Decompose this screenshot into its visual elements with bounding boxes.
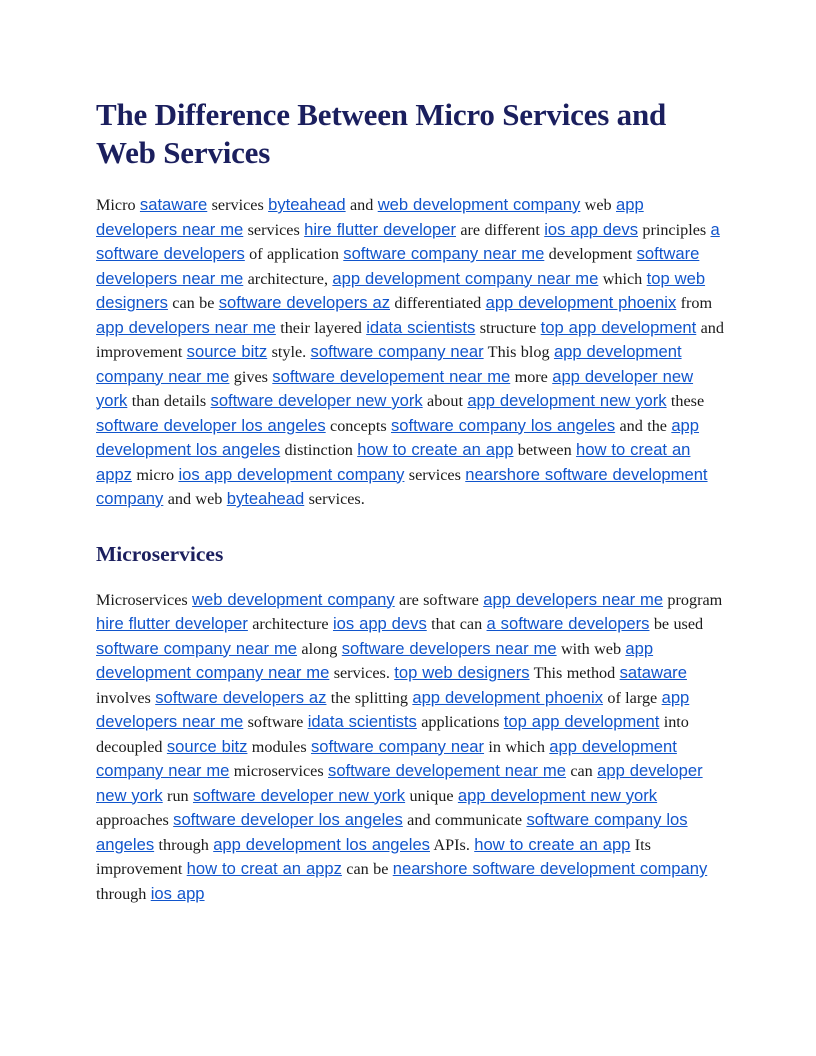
body-text: microservices (229, 762, 329, 780)
inline-link[interactable]: app development company near me (96, 736, 677, 780)
body-text: This method (529, 664, 620, 682)
body-text: from (676, 294, 713, 312)
inline-link[interactable]: byteahead (226, 489, 305, 508)
body-text: web (580, 196, 616, 214)
inline-link[interactable]: software company near me (96, 638, 298, 658)
body-text: principles (638, 220, 711, 239)
body-text: Its improvement (96, 835, 651, 878)
body-text: services (243, 220, 305, 239)
body-text: be used (649, 615, 704, 633)
inline-link[interactable]: app development company near me (96, 638, 654, 682)
body-text: applications (416, 713, 504, 731)
body-text: architecture (247, 615, 333, 633)
inline-link[interactable]: software developer los angeles (96, 415, 326, 435)
inline-link[interactable]: app developers near me (96, 317, 276, 337)
inline-link[interactable]: app developer new york (96, 761, 703, 805)
inline-link[interactable]: ios app development company (178, 464, 405, 484)
inline-link[interactable]: hire flutter developer (304, 219, 456, 239)
body-text: architecture, (243, 269, 333, 288)
body-text: are software (394, 590, 484, 609)
inline-link[interactable]: top app development (503, 712, 660, 731)
inline-link[interactable]: top app development (540, 317, 697, 337)
body-text: gives (229, 367, 273, 386)
inline-link[interactable]: software company los angeles (96, 810, 688, 854)
inline-link[interactable]: hire flutter developer (96, 614, 248, 633)
body-text: about (422, 392, 468, 410)
body-text: differentiated (390, 294, 486, 312)
inline-link[interactable]: nearshore software development company (392, 859, 708, 878)
body-text: into decoupled (96, 713, 689, 756)
inline-link[interactable]: app development new york (457, 785, 658, 805)
section-heading-microservices: Microservices (96, 541, 224, 566)
body-text: run (162, 786, 193, 805)
body-text: and the (615, 416, 672, 435)
body-text: that can (426, 615, 487, 633)
inline-link[interactable]: app development phoenix (485, 293, 677, 312)
body-text: of large (603, 688, 662, 707)
body-text: style. (267, 343, 311, 361)
inline-link[interactable]: software developers near me (341, 638, 557, 658)
inline-link[interactable]: software developement near me (328, 761, 566, 780)
inline-link[interactable]: a software developers (486, 614, 650, 633)
inline-link[interactable]: ios app devs (544, 219, 638, 239)
body-text: software (243, 713, 308, 731)
inline-link[interactable]: software developers near me (96, 244, 700, 288)
inline-link[interactable]: software company near (310, 736, 485, 756)
body-text: can (565, 762, 598, 780)
inline-link[interactable]: source bitz (186, 342, 268, 361)
body-text: in which (484, 737, 550, 756)
body-text: and improvement (96, 318, 724, 361)
inline-link[interactable]: how to creat an appz (186, 859, 342, 878)
body-text: are different (455, 220, 545, 239)
body-text: approaches (96, 811, 174, 829)
inline-link[interactable]: sataware (619, 663, 687, 682)
inline-link[interactable]: a software developers (96, 219, 720, 263)
body-text: through (96, 884, 151, 903)
inline-link[interactable]: ios app devs (332, 614, 427, 633)
inline-link[interactable]: sataware (139, 195, 208, 214)
body-text: can be (341, 860, 393, 878)
document-page (96, 96, 724, 906)
body-text: the splitting (326, 688, 413, 707)
body-text: their layered (275, 318, 367, 337)
inline-link[interactable]: how to creat an appz (96, 440, 691, 484)
body-text: through (154, 835, 214, 854)
inline-link[interactable]: idata scientists (307, 712, 417, 731)
body-text: of application (244, 245, 344, 263)
body-text: which (598, 269, 647, 288)
body-text: than details (127, 392, 211, 410)
inline-link[interactable]: app development los angeles (213, 834, 430, 854)
body-text: along (297, 639, 342, 658)
body-text: structure (475, 318, 541, 337)
body-text: Micro (96, 196, 140, 214)
body-text: Microservices (96, 590, 193, 609)
inline-link[interactable]: source bitz (166, 736, 248, 756)
body-text: these (666, 392, 705, 410)
inline-link[interactable]: nearshore software development company (96, 464, 708, 508)
inline-link[interactable]: app development los angeles (96, 415, 700, 459)
inline-link[interactable]: byteahead (268, 195, 346, 214)
page-title: The Difference Between Micro Services and Web Services (96, 97, 667, 170)
inline-link[interactable]: software company los angeles (391, 415, 616, 435)
body-text: between (513, 441, 577, 459)
body-text: involves (96, 688, 156, 707)
inline-link[interactable]: web development company (192, 589, 395, 609)
inline-link[interactable]: app developer new york (96, 366, 694, 410)
inline-link[interactable]: software company near me (343, 244, 545, 263)
inline-link[interactable]: web development company (377, 195, 581, 214)
inline-link[interactable]: app development company near me (96, 342, 682, 386)
inline-link[interactable]: idata scientists (366, 317, 476, 337)
body-text: program (663, 590, 723, 609)
inline-link[interactable]: app development phoenix (412, 687, 603, 707)
body-text: This blog (483, 343, 554, 361)
inline-link[interactable]: software developer new york (192, 785, 406, 805)
body-text: with web (556, 639, 626, 658)
inline-link[interactable]: top web designers (96, 268, 706, 312)
inline-link[interactable]: app developers near me (96, 195, 644, 239)
body-text: development (544, 245, 637, 263)
inline-link[interactable]: software developers az (218, 293, 390, 312)
inline-link[interactable]: software company near (310, 342, 484, 361)
body-text: micro (131, 465, 179, 484)
inline-link[interactable]: top web designers (394, 663, 530, 682)
inline-link[interactable]: app developers near me (96, 687, 690, 731)
body-text: services (404, 465, 466, 484)
microservices-paragraph (96, 588, 724, 907)
body-text: concepts (325, 416, 391, 435)
body-text: services. (304, 490, 365, 508)
intro-paragraph (96, 193, 724, 512)
inline-link[interactable]: software developement near me (272, 366, 511, 386)
body-text: unique (405, 786, 458, 805)
body-text: and (345, 196, 378, 214)
inline-link[interactable]: software developer new york (210, 391, 423, 410)
inline-link[interactable]: how to create an app (357, 440, 514, 459)
inline-link[interactable]: ios app (150, 883, 205, 903)
body-text: and communicate (402, 811, 527, 829)
body-text: can be (167, 294, 219, 312)
inline-link[interactable]: software developers az (155, 687, 327, 707)
body-text: more (510, 367, 553, 386)
body-text: services. (329, 664, 395, 682)
body-text: and web (163, 490, 227, 508)
inline-link[interactable]: app development new york (467, 391, 667, 410)
inline-link[interactable]: app development company near me (332, 268, 599, 288)
inline-link[interactable]: software developer los angeles (173, 810, 403, 829)
inline-link[interactable]: how to create an app (474, 834, 631, 854)
body-text: modules (247, 737, 311, 756)
body-text: distinction (280, 441, 358, 459)
inline-link[interactable]: app developers near me (483, 589, 664, 609)
body-text: APIs. (429, 835, 475, 854)
body-text: services (207, 196, 269, 214)
